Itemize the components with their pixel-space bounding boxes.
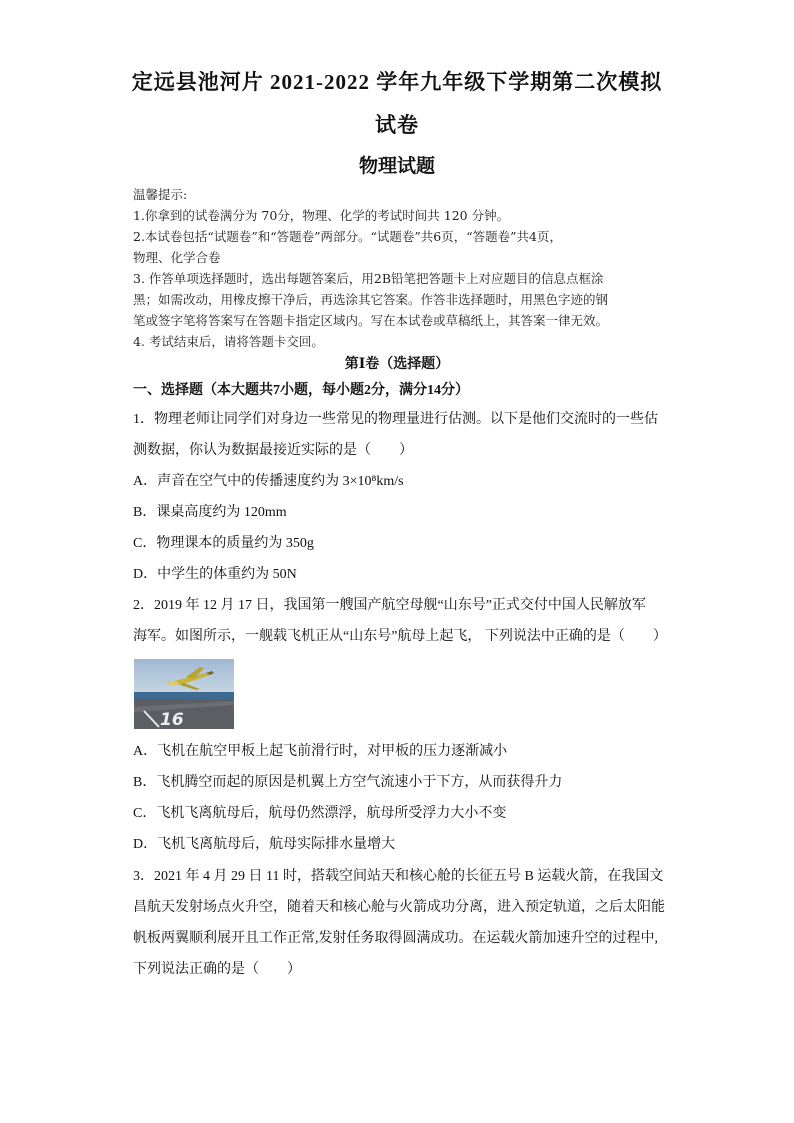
question-3 <box>133 861 673 985</box>
exam-title-line1: 定远县池河片 2021-2022 学年九年级下学期第二次模拟 <box>131 70 663 94</box>
tip-4: 4. 考试结束后，请将答题卡交回。 <box>133 334 324 349</box>
q3-stem-line2: 昌航天发射场点火升空，随着天和核心舱与火箭成功分离，进入预定轨道，之后太阳能 <box>133 900 665 915</box>
q2-option-c: C．飞机飞离航母后，航母仍然漂浮，航母所受浮力大小不变 <box>133 806 507 821</box>
q1-option-b: B．课桌高度约为 120mm <box>133 505 287 520</box>
subject-title: 物理试题 <box>358 156 435 177</box>
q3-stem-line1: 3．2021 年 4 月 29 日 11 时，搭载空间站天和核心舱的长征五号 B 运载火箭，在我国文 <box>133 869 664 884</box>
tip-2a: 2.本试卷包括“试题卷”和“答题卷”两部分。“试题卷”共6页，“答题卷”共4页， <box>133 229 562 244</box>
q2-stem-line2: 海军。如图所示，一舰载飞机正从“山东号”航母上起飞， 下列说法中正确的是（ ） <box>133 629 667 644</box>
tip-3a: 3. 作答单项选择题时，选出每题答案后，用2B铅笔把答题卡上对应题目的信息点框涂 <box>133 271 604 286</box>
q1-stem-line2: 测数据，你认为数据最接近实际的是（ ） <box>133 443 413 458</box>
q1-option-c: C．物理课本的质量约为 350g <box>133 536 314 551</box>
question-2-options <box>133 736 673 860</box>
q2-option-b: B．飞机腾空而起的原因是机翼上方空气流速小于下方，从而获得升力 <box>133 775 563 790</box>
q1-stem-line1: 1．物理老师让同学们对身边一些常见的物理量进行估测。以下是他们交流时的一些估 <box>133 412 658 427</box>
q1-option-d: D．中学生的体重约为 50N <box>133 567 297 582</box>
q2-option-d: D．飞机飞离航母后，航母实际排水量增大 <box>133 837 396 852</box>
question-1 <box>133 404 673 652</box>
q2-stem-line1: 2．2019 年 12 月 17 日，我国第一艘国产航空母舰“山东号”正式交付中国人民解放军 <box>133 598 646 613</box>
tips-heading: 温馨提示: <box>133 187 188 202</box>
exam-title-line2: 试卷 <box>375 113 419 137</box>
part1-heading: 一、选择题（本大题共7小题，每小题2分，满分14分） <box>133 383 469 398</box>
deck-number-text: 16 <box>160 710 184 729</box>
tip-2b: 物理、化学合卷 <box>133 250 221 265</box>
q1-option-a: A．声音在空气中的传播速度约为 3×10⁸km/s <box>133 474 404 489</box>
q2-option-a: A．飞机在航空甲板上起飞前滑行时，对甲板的压力逐渐减小 <box>133 744 508 759</box>
q3-stem-line4: 下列说法正确的是（ ） <box>133 962 301 977</box>
q3-stem-line3: 帆板两翼顺利展开且工作正常,发射任务取得圆满成功。在运载火箭加速升空的过程中, <box>133 931 658 946</box>
volume-heading: 第Ⅰ卷（选择题） <box>344 357 450 372</box>
tip-1: 1.你拿到的试卷满分为 70分，物理、化学的考试时间共 120 分钟。 <box>133 208 510 223</box>
tip-3c: 笔或签字笔将答案写在答题卡指定区域内。写在本试卷或草稿纸上，其答案一律无效。 <box>133 313 609 328</box>
tips-block <box>133 184 673 352</box>
tip-3b: 黑；如需改动，用橡皮擦干净后，再选涂其它答案。作答非选择题时，用黑色字迹的钢 <box>133 292 609 307</box>
carrier-jet-photo <box>134 659 234 729</box>
